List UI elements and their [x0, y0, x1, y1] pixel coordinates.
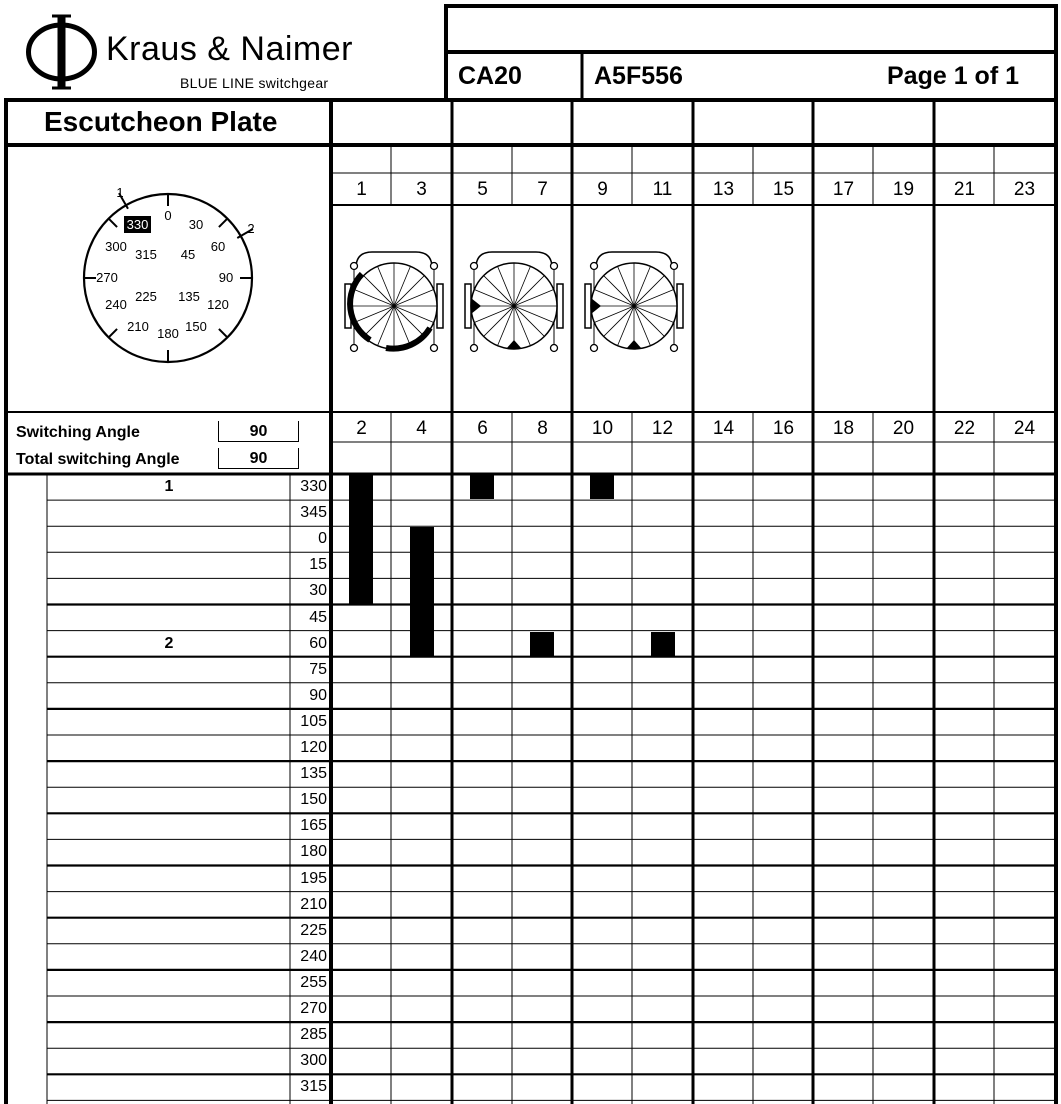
- closed-contact-bar: [470, 475, 494, 499]
- dial-angle-label: 210: [127, 319, 149, 334]
- contact-terminal-top: 15: [772, 179, 795, 200]
- contact-terminal-top: 13: [712, 179, 735, 200]
- contact-terminal-top: 21: [953, 179, 976, 200]
- closed-contact-bar: [349, 475, 373, 604]
- angle-label: 210: [300, 895, 327, 913]
- dial-angle-label: 90: [218, 270, 234, 285]
- dial-angle-label: 180: [157, 326, 179, 341]
- angle-label: 120: [300, 739, 327, 756]
- angle-label: 180: [300, 843, 327, 861]
- dial-marked-angle: 330: [126, 217, 149, 232]
- angle-label: 345: [300, 504, 327, 522]
- contact-diagrams: [334, 248, 694, 358]
- contact-terminal-top: 23: [1013, 179, 1036, 200]
- contact-terminal-top: 3: [416, 179, 427, 200]
- page-indicator: Page 1 of 1: [887, 62, 1019, 90]
- angle-label: 300: [300, 1052, 327, 1070]
- contact-terminal-top: 1: [356, 179, 367, 200]
- angle-label: 195: [300, 869, 327, 887]
- dial-angle-label: 150: [185, 319, 207, 334]
- contact-terminal-bottom: 22: [953, 418, 976, 439]
- switch-position-label: 1: [164, 478, 174, 495]
- dial-angle-label: 0: [164, 208, 172, 223]
- program-code: A5F556: [594, 62, 683, 90]
- angle-label: 75: [309, 660, 327, 678]
- closed-contact-bar: [651, 632, 675, 656]
- contact-element-diagram: [465, 252, 563, 352]
- dial-angle-label: 30: [188, 217, 204, 232]
- angle-label: 165: [300, 817, 327, 835]
- contact-terminal-top: 9: [597, 179, 608, 200]
- angle-label: 315: [300, 1078, 327, 1096]
- angle-label: 45: [309, 608, 327, 626]
- dial-angle-label: 270: [96, 270, 118, 285]
- angle-label: 240: [300, 947, 327, 965]
- angle-label: 15: [309, 556, 327, 574]
- switching-angle-label: Switching Angle: [16, 424, 140, 441]
- dial-angle-label: 315: [135, 247, 157, 262]
- angle-label: 60: [309, 634, 327, 652]
- angle-label: 150: [300, 791, 327, 809]
- contact-element-diagram: [585, 252, 683, 352]
- angle-label: 330: [300, 478, 327, 495]
- angle-label: 135: [300, 765, 327, 783]
- kn-logo-icon: [22, 10, 102, 98]
- angle-label: 285: [300, 1026, 327, 1044]
- angle-label: 0: [318, 530, 327, 548]
- angle-label: 105: [300, 712, 327, 730]
- contact-terminal-bottom: 14: [712, 418, 735, 439]
- contact-terminal-top: 5: [477, 179, 488, 200]
- escutcheon-dial: [80, 180, 280, 370]
- contact-terminal-top: 17: [832, 179, 855, 200]
- contact-element-diagram: [345, 252, 443, 352]
- total-switching-angle-value: 90: [218, 448, 299, 469]
- dial-position-2: 2: [247, 221, 255, 236]
- type-code: CA20: [458, 62, 522, 90]
- contact-terminal-top: 11: [652, 179, 673, 200]
- dial-angle-label: 240: [105, 297, 127, 312]
- dial-tick: [219, 219, 227, 227]
- total-switching-angle-label: Total switching Angle: [16, 451, 180, 468]
- contact-terminal-bottom: 2: [356, 418, 367, 439]
- angle-label: 255: [300, 973, 327, 991]
- dial-tick: [219, 329, 227, 337]
- contact-terminal-bottom: 10: [591, 418, 614, 439]
- dial-angle-label: 135: [178, 289, 200, 304]
- switch-position-label: 2: [164, 634, 174, 652]
- dial-position-1: 1: [116, 185, 124, 200]
- contact-terminal-bottom: 6: [477, 418, 488, 439]
- dial-angle-label: 120: [207, 297, 229, 312]
- dial-angle-label: 45: [180, 247, 196, 262]
- contact-terminal-bottom: 24: [1013, 418, 1036, 439]
- brand-name: Kraus & Naimer: [106, 30, 353, 68]
- contact-terminal-top: 19: [892, 179, 915, 200]
- dial-angle-label: 225: [135, 289, 157, 304]
- section-title: Escutcheon Plate: [44, 106, 278, 137]
- dial-angle-label: 60: [210, 239, 226, 254]
- contact-terminal-bottom: 4: [416, 418, 427, 439]
- angle-label: 90: [309, 686, 327, 704]
- angle-label: 30: [309, 582, 327, 600]
- contact-terminal-bottom: 18: [832, 418, 855, 439]
- contact-terminal-bottom: 12: [651, 418, 674, 439]
- closed-contact-bar: [590, 475, 614, 499]
- dial-tick: [109, 219, 117, 227]
- contact-terminal-bottom: 20: [892, 418, 915, 439]
- angle-label: 225: [300, 921, 327, 939]
- contact-terminal-top: 7: [537, 179, 548, 200]
- angle-label: 270: [300, 1000, 327, 1017]
- switching-angle-value: 90: [218, 421, 299, 442]
- dial-angle-label: 300: [105, 239, 127, 254]
- closed-contact-bar: [410, 527, 434, 656]
- closed-contact-bar: [530, 632, 554, 656]
- contact-terminal-bottom: 16: [772, 418, 795, 439]
- dial-tick: [109, 329, 117, 337]
- contact-terminal-bottom: 8: [537, 418, 548, 439]
- brand-block: [22, 10, 442, 98]
- brand-tagline: BLUE LINE switchgear: [180, 75, 329, 91]
